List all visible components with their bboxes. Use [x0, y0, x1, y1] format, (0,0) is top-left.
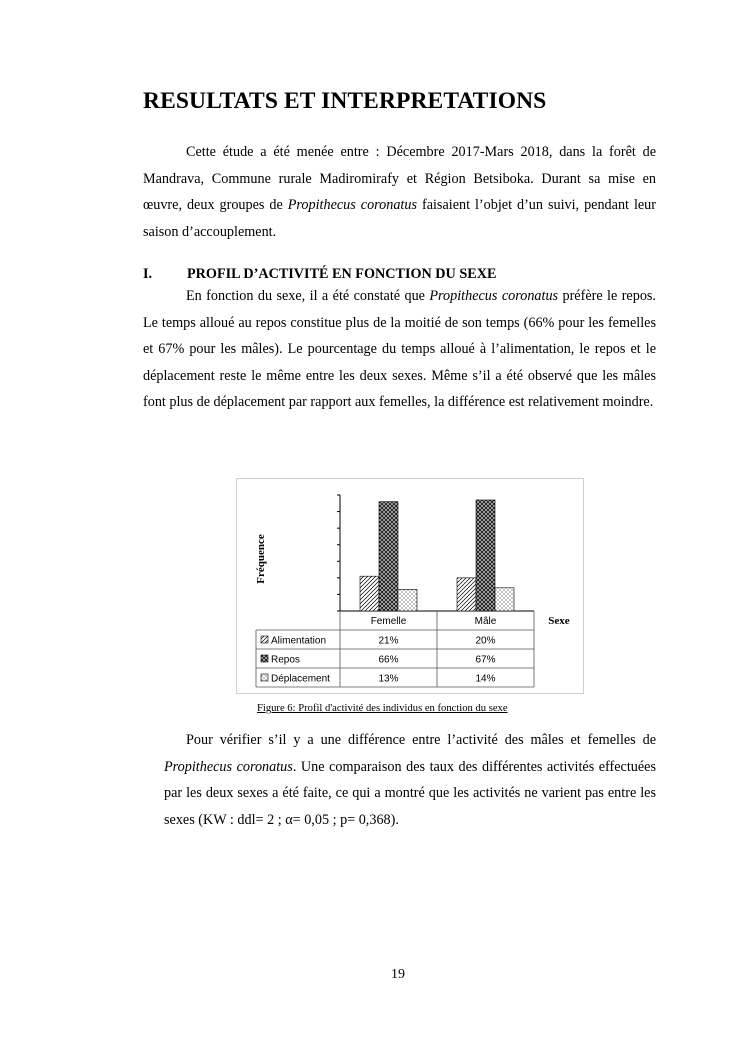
page-title: RESULTATS ET INTERPRETATIONS — [143, 88, 547, 114]
activity-paragraph — [143, 283, 656, 416]
conclusion-paragraph — [164, 727, 656, 833]
page-number: 19 — [391, 967, 405, 982]
chart-canvas — [237, 479, 583, 693]
legend-label: Alimentation — [271, 635, 327, 647]
activity-text-2: préfère le repos. Le temps alloué au repos constitue plus de la moitié de son temps (66% pour les femelles et 67% pour les mâles). Le pourcentage du temps alloué à l’alimentation, le repos et le déplacement reste le même entre les deux sexes. Même s’il a été observé que les mâles font plus de déplacement par rapport aux femelles, la différence est relativement moindre. — [143, 288, 656, 410]
data-label: 14% — [475, 673, 496, 685]
intro-paragraph — [143, 139, 656, 245]
activity-chart — [236, 478, 584, 694]
data-label: 67% — [475, 654, 496, 666]
data-label: 21% — [378, 635, 399, 647]
table-category-label: Mâle — [474, 616, 497, 627]
legend-label: Repos — [271, 654, 300, 666]
legend-swatch — [261, 655, 268, 662]
chart-data-table — [256, 611, 534, 687]
bar-alimentation-mâle — [457, 578, 476, 611]
chart-bars — [360, 500, 514, 611]
data-label: 13% — [378, 673, 399, 685]
data-label: 66% — [378, 654, 399, 666]
intro-text-1: Cette étude a été menée entre : Décembre 2017-Mars 2018, dans la forêt de Mandrava, Commune rurale Madiromirafy et Région Betsiboka. Durant sa mise en œuvre, deux groupes de — [143, 144, 656, 213]
species-name: Propithecus coronatus — [287, 197, 417, 213]
activity-text-1: En fonction du sexe, il a été constaté que — [186, 288, 430, 304]
y-axis-label: Fréquence — [255, 534, 267, 584]
bar-repos-femelle — [379, 502, 398, 611]
intro-text-2: faisaient l’objet d’un suivi, pendant leur saison d’accouplement. — [143, 197, 656, 240]
figure-caption: Figure 6: Profil d'activité des individus en fonction du sexe — [257, 703, 508, 714]
bar-repos-mâle — [476, 500, 495, 611]
legend-label: Déplacement — [271, 673, 330, 685]
section-number: I. — [143, 266, 153, 282]
bar-alimentation-femelle — [360, 576, 379, 611]
legend-swatch — [261, 674, 268, 681]
species-name: Propithecus coronatus — [164, 758, 293, 775]
section-title: PROFIL D’ACTIVITÉ EN FONCTION DU SEXE — [187, 266, 497, 282]
section-heading — [143, 266, 496, 283]
data-label: 20% — [475, 635, 496, 647]
bar-déplacement-femelle — [398, 589, 417, 611]
conclusion-text-2: . Une comparaison des taux des différentes activités effectuées par les deux sexes a été faite, ce qui a montré que les activités ne varient pas entre les sexes (KW : ddl= 2 ; α= 0,05 ; p= 0,368). — [164, 758, 656, 828]
conclusion-text-1: Pour vérifier s’il y a une différence entre l’activité des mâles et femelles de — [186, 732, 656, 748]
bar-déplacement-mâle — [495, 588, 514, 611]
table-category-label: Femelle — [370, 616, 407, 627]
x-axis-label: Sexe — [548, 615, 570, 627]
legend-swatch — [261, 636, 268, 643]
species-name: Propithecus coronatus — [429, 288, 559, 304]
